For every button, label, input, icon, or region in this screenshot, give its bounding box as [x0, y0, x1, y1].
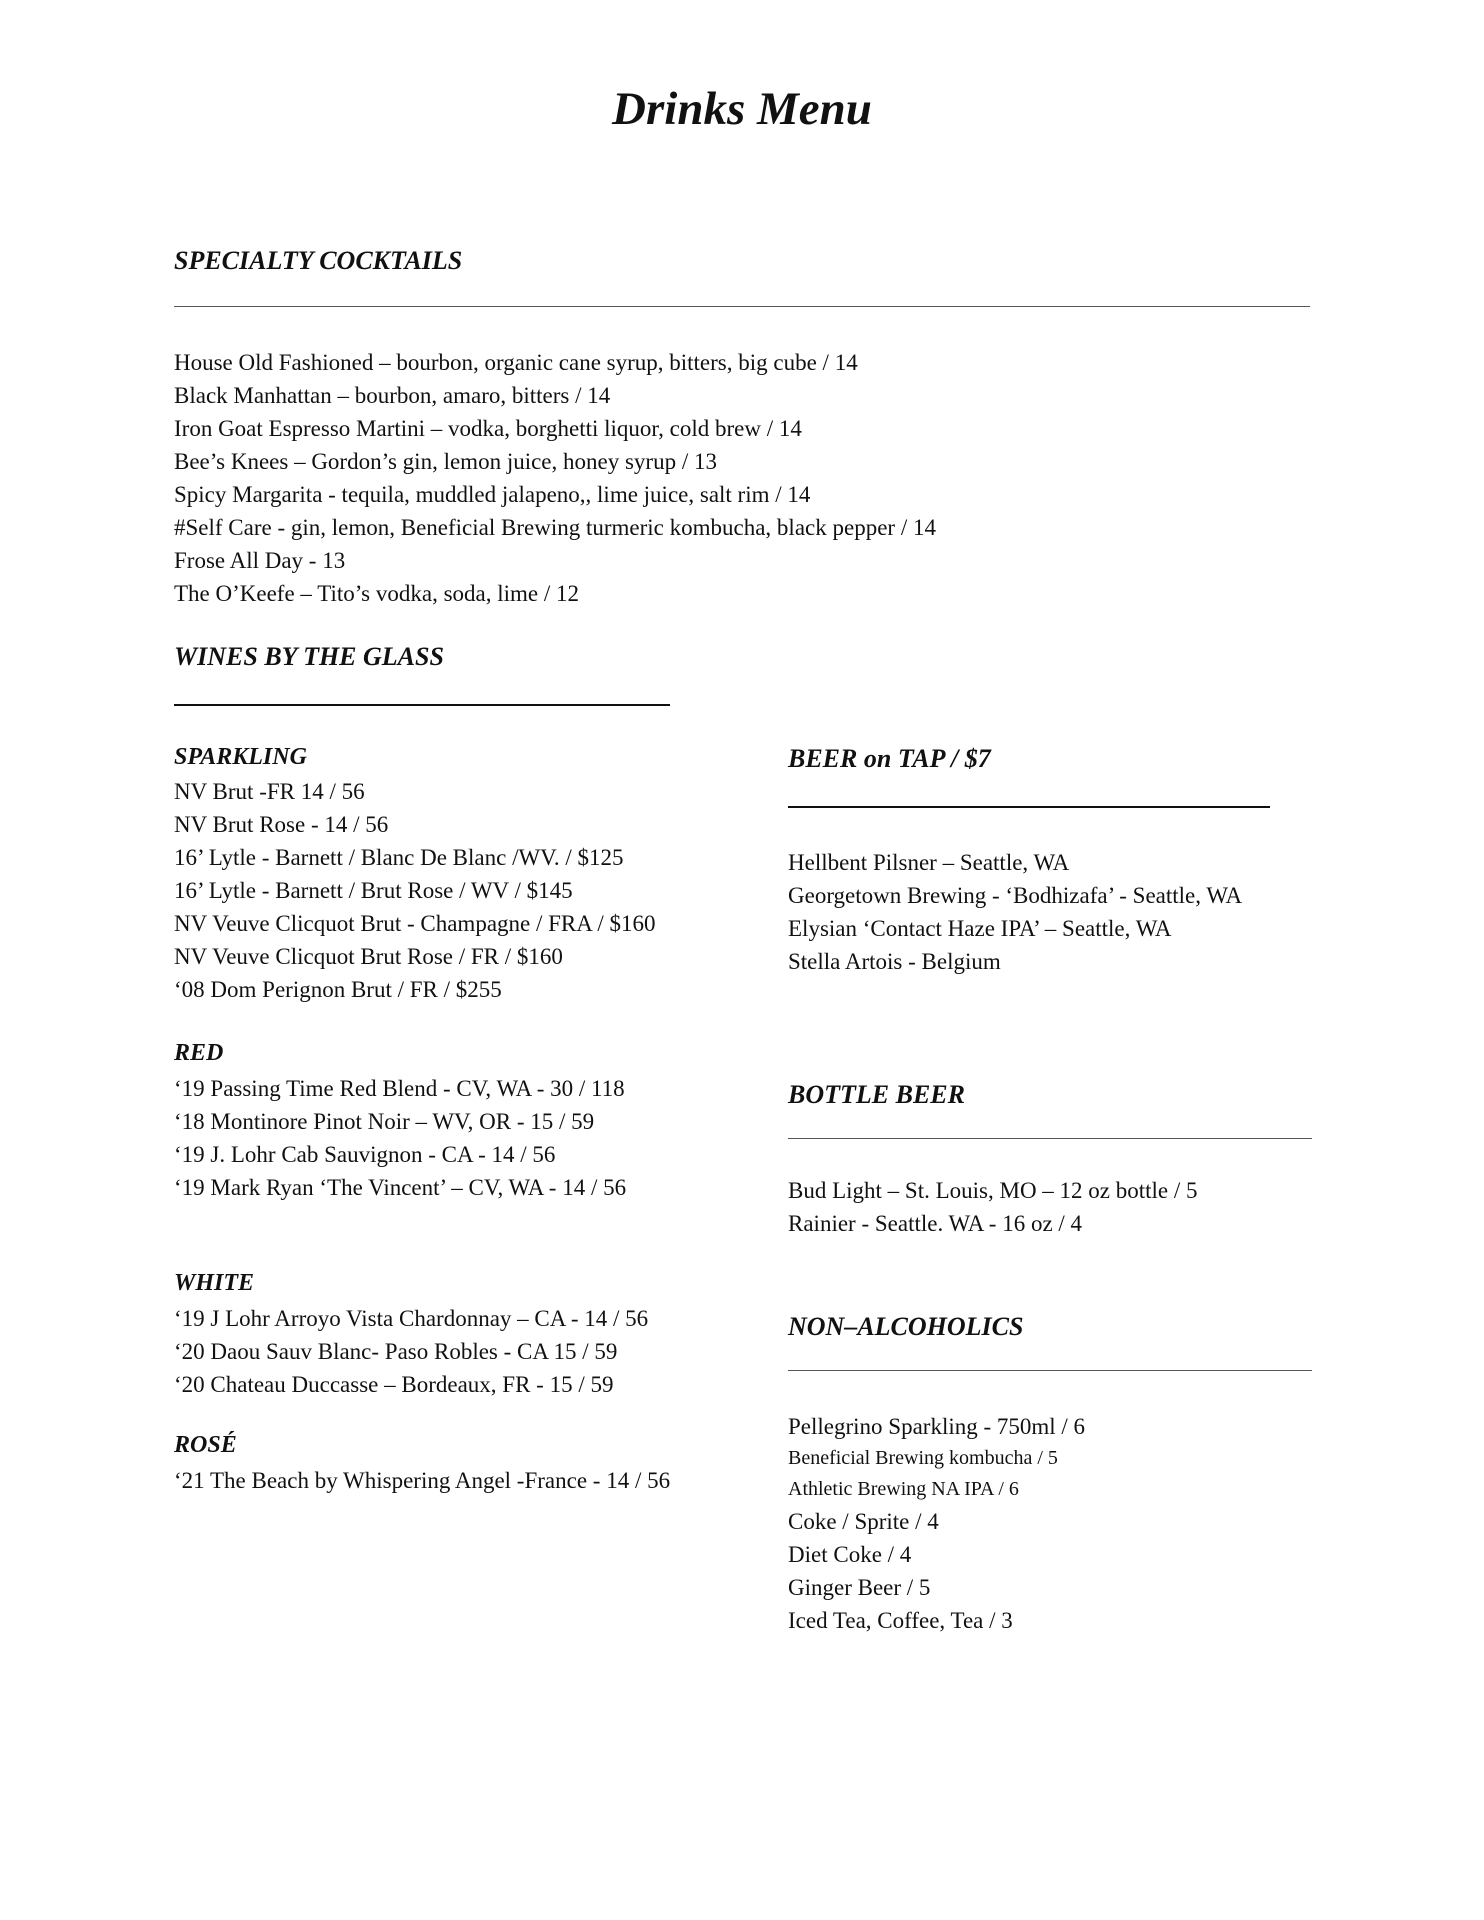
non-alcoholics-list: [788, 1410, 1085, 1637]
menu-item: Frose All Day - 13: [174, 548, 346, 573]
divider: [174, 704, 670, 706]
menu-item: Elysian ‘Contact Haze IPA’ – Seattle, WA: [788, 916, 1172, 941]
menu-item: ‘19 Passing Time Red Blend - CV, WA - 30 / 118: [174, 1076, 625, 1101]
page-title: Drinks Menu: [612, 83, 872, 135]
menu-item: Iced Tea, Coffee, Tea / 3: [788, 1608, 1013, 1633]
divider: [788, 806, 1270, 808]
menu-item: Spicy Margarita - tequila, muddled jalapeno,, lime juice, salt rim / 14: [174, 482, 811, 507]
menu-item: NV Veuve Clicquot Brut Rose / FR / $160: [174, 944, 563, 969]
menu-item: ‘19 Mark Ryan ‘The Vincent’ – CV, WA - 14 / 56: [174, 1175, 627, 1200]
menu-item: ‘20 Daou Sauv Blanc- Paso Robles - CA 15 / 59: [174, 1339, 618, 1364]
sparkling-heading: SPARKLING: [174, 744, 307, 770]
menu-item: NV Veuve Clicquot Brut - Champagne / FRA / $160: [174, 911, 656, 936]
bottle-beer-list: [788, 1174, 1198, 1240]
menu-item: 16’ Lytle - Barnett / Brut Rose / WV / $145: [174, 878, 573, 903]
menu-item: ‘18 Montinore Pinot Noir – WV, OR - 15 / 59: [174, 1109, 595, 1134]
menu-item: ‘19 J Lohr Arroyo Vista Chardonnay – CA - 14 / 56: [174, 1306, 649, 1331]
non-alcoholics-heading: NON–ALCOHOLICS: [788, 1312, 1024, 1341]
beer-on-tap-heading: BEER on TAP / $7: [788, 744, 991, 773]
menu-item: #Self Care - gin, lemon, Beneficial Brewing turmeric kombucha, black pepper / 14: [174, 515, 936, 540]
menu-item: Rainier - Seattle. WA - 16 oz / 4: [788, 1211, 1083, 1236]
menu-item: Coke / Sprite / 4: [788, 1509, 939, 1534]
menu-item: Bud Light – St. Louis, MO – 12 oz bottle / 5: [788, 1178, 1198, 1203]
menu-item: ‘20 Chateau Duccasse – Bordeaux, FR - 15 / 59: [174, 1372, 614, 1397]
divider: [788, 1138, 1312, 1139]
divider: [174, 306, 1310, 307]
menu-item: ‘19 J. Lohr Cab Sauvignon - CA - 14 / 56: [174, 1142, 556, 1167]
menu-item: Beneficial Brewing kombucha / 5: [788, 1447, 1058, 1469]
menu-item: House Old Fashioned – bourbon, organic cane syrup, bitters, big cube / 14: [174, 350, 858, 375]
specialty-cocktails-heading: SPECIALTY COCKTAILS: [174, 246, 463, 275]
menu-item: The O’Keefe – Tito’s vodka, soda, lime / 12: [174, 581, 580, 606]
menu-item: NV Brut Rose - 14 / 56: [174, 812, 389, 837]
bottle-beer-heading: BOTTLE BEER: [788, 1080, 965, 1109]
menu-item: Georgetown Brewing - ‘Bodhizafa’ - Seattle, WA: [788, 883, 1243, 908]
red-list: [174, 1072, 626, 1204]
red-heading: RED: [174, 1040, 224, 1066]
wines-heading: WINES BY THE GLASS: [174, 642, 444, 671]
menu-item: Black Manhattan – bourbon, amaro, bitters / 14: [174, 383, 611, 408]
divider: [788, 1370, 1312, 1371]
menu-item: Bee’s Knees – Gordon’s gin, lemon juice, honey syrup / 13: [174, 449, 717, 474]
sparkling-list: [174, 775, 656, 1006]
beer-on-tap-list: [788, 846, 1242, 978]
menu-item: Ginger Beer / 5: [788, 1575, 931, 1600]
rose-heading: ROSÉ: [174, 1432, 237, 1458]
menu-item: Hellbent Pilsner – Seattle, WA: [788, 850, 1070, 875]
menu-item: Pellegrino Sparkling - 750ml / 6: [788, 1414, 1086, 1439]
rose-list: [174, 1464, 694, 1497]
menu-item: Iron Goat Espresso Martini – vodka, borghetti liquor, cold brew / 14: [174, 416, 802, 441]
cocktail-list: [174, 346, 936, 610]
menu-item: Athletic Brewing NA IPA / 6: [788, 1478, 1019, 1500]
menu-item: NV Brut -FR 14 / 56: [174, 779, 365, 804]
menu-item: ‘08 Dom Perignon Brut / FR / $255: [174, 977, 502, 1002]
white-list: [174, 1302, 648, 1401]
menu-item: ‘21 The Beach by Whispering Angel -France - 14 / 56: [174, 1468, 671, 1493]
menu-item: Stella Artois - Belgium: [788, 949, 1001, 974]
white-heading: WHITE: [174, 1270, 255, 1296]
menu-item: 16’ Lytle - Barnett / Blanc De Blanc /WV. / $125: [174, 845, 624, 870]
menu-item: Diet Coke / 4: [788, 1542, 912, 1567]
